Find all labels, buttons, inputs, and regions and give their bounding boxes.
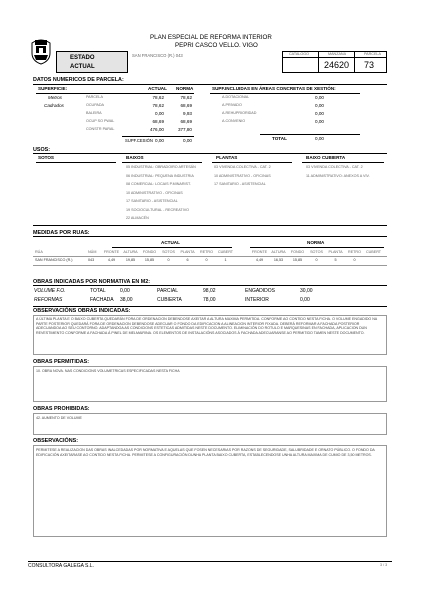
numeric-row-norma: 377,80 [177, 127, 192, 132]
medidas-section-title: MEDIDAS POR RUAS: [33, 230, 90, 236]
usos-baixos: BAIXOS [126, 155, 144, 160]
prohibidas-title: OBRAS PROHIBIDAS: [33, 406, 90, 412]
numeric-row-label: CONSTR PARAL [86, 127, 115, 131]
numeric-row-label: BALEIRA [86, 111, 102, 115]
state-label-1: ESTADO [70, 55, 95, 61]
medidas-actual-col: FONDO [142, 250, 157, 254]
group-cadrados: Cadrados [44, 103, 64, 108]
medidas-actual-value: 4,49 [107, 258, 116, 262]
volume-total-label: TOTAL [90, 288, 106, 294]
group-metros: Metros [48, 95, 63, 100]
xestion-row-label: A.CONVENIO [222, 119, 246, 123]
medidas-norma-col: FONDO [290, 250, 305, 254]
volume-parcial-label: PARCIAL [157, 288, 179, 294]
volume-parcial-value: 98,02 [203, 288, 216, 294]
volume-fo-label: VOLUME F.O. [34, 288, 66, 294]
col-num: NÚM [88, 250, 97, 254]
volume-engadidos-value: 30,00 [300, 288, 313, 294]
xestion-row-value: 0,00 [315, 95, 324, 100]
coat-of-arms-logo [30, 37, 52, 65]
manzana-value: 24620 [324, 60, 350, 70]
usos-cubierta-item: 03 VIVENDA COLECTIVA - CAT. 2 [306, 165, 363, 169]
numeric-row-norma: 78,62 [180, 95, 192, 100]
usos-baixos-item: 08 COMERCIAL: LOCAIS P.MINARIST. [126, 182, 191, 186]
cesion-norma: 0,00 [183, 138, 192, 143]
reformas-interior-value: 0,00 [300, 297, 310, 303]
usos-baixo-cubierta: BAIXO CUBIERTA [306, 155, 346, 160]
medidas-norma-col: CUBERT [365, 250, 382, 254]
obras-section-title: OBRAS INDICADAS POR NORMATIVA EN M2: [33, 279, 150, 285]
usos-plantas-item: 03 VIVENDA COLECTIVA - CAT. 2 [214, 165, 271, 169]
reformas-cubierta-label: CUBIERTA [157, 297, 182, 303]
volume-total-value: 0,00 [120, 288, 130, 294]
observ-box [33, 445, 387, 537]
numeric-row-label: PARCELA [86, 95, 103, 99]
usos-plantas: PLANTAS [216, 155, 238, 160]
reformas-label: REFORMAS [34, 297, 63, 303]
usos-plantas-item: 17 SANITARIO - ASISTENCIAL [214, 182, 266, 186]
permitidas-title: OBRAS PERMITIDAS: [33, 359, 90, 365]
medidas-norma-value: 4,49 [255, 258, 264, 262]
medidas-actual-value: 19,85 [125, 258, 136, 262]
numeric-row-norma: 68,69 [180, 103, 192, 108]
medidas-norma-value: 5 [334, 258, 337, 262]
medidas-actual-value: 0 [167, 258, 170, 262]
xestion-row-value: 0,00 [315, 119, 324, 124]
numeric-row-actual: 68,69 [152, 119, 164, 124]
medidas-actual-col: PLANTA [180, 250, 195, 254]
usos-baixos-item: 06 INDUSTRIAL: PEQUENA INDUSTRIA [126, 173, 194, 178]
usos-baixos-item: 22 ALMACÉN [126, 216, 149, 220]
usos-baixos-item: 19 SOCIOCULTURAL - RECREATIVO [126, 207, 190, 212]
medidas-actual-value: 6 [186, 258, 189, 262]
medidas-norma-value: 15,85 [292, 258, 303, 262]
medidas-norma-col: ALTURA [271, 250, 286, 254]
xestion-header: SUPF.INCLUIDAS EN ÁREAS CONCRETAS DE XESTIÓN: [212, 86, 336, 91]
col-manzana: MANZANA [328, 52, 347, 56]
medidas-actual-col: RETRO [200, 250, 213, 254]
usos-baixos-item: 05 INDUSTRIAL: OBRADOIRO ARTESÁN [126, 165, 196, 169]
xestion-row-label: A.REHUPRIORIDAD [222, 111, 257, 115]
footer-page: 3 / 3 [380, 563, 388, 567]
observ-obras-title: OBSERVACIÓNS OBRAS INDICADAS: [33, 308, 131, 314]
document-title-line1: PLAN ESPECIAL DE REFORMA INTERIOR [150, 34, 272, 41]
medidas-actual: ACTUAL [161, 240, 180, 245]
prohibidas-text: 42. AUMENTO DE VOLUME [36, 416, 82, 420]
col-actual: ACTUAL [148, 86, 167, 91]
medidas-actual-col: CUBERT [217, 250, 234, 254]
volume-engadidos-label: ENGADIDOS [245, 288, 276, 294]
medidas-norma-col: RETRO [348, 250, 361, 254]
numeric-row-actual: 476,00 [149, 127, 164, 132]
reformas-fachada-label: FACHADA [90, 297, 114, 303]
xestion-total-label: TOTAL [272, 136, 287, 141]
numeric-row-norma: 68,69 [180, 119, 192, 124]
numeric-row-actual: 0,00 [155, 111, 164, 116]
usos-section-title: USOS: [33, 147, 51, 153]
medidas-actual-value: 1 [224, 258, 227, 262]
medidas-norma: NORMA [307, 240, 325, 245]
usos-sotos: SOTOS [38, 155, 54, 160]
parcel-address: SAN FRANCISCO (R.) 043 [132, 53, 183, 58]
cesion-label: SUPF.CESIÓN [125, 138, 153, 143]
observ-title: OBSERVACIÓNS: [33, 438, 79, 444]
medidas-actual-value: 15,85 [144, 258, 155, 262]
cesion-actual: 0,00 [155, 138, 164, 143]
medidas-norma-value: 16,53 [273, 258, 284, 262]
col-parcela: PARCELA [364, 52, 381, 56]
numeric-row-actual: 78,62 [152, 95, 164, 100]
reformas-fachada-value: 38,00 [120, 297, 133, 303]
col-norma: NORMA [176, 86, 194, 91]
col-rua: RÚA [35, 250, 43, 254]
numeric-row-label: OCUPADA [86, 103, 104, 107]
parcela-value: 73 [364, 60, 375, 70]
permitidas-text: 10. OBRA NOVA. NAS CONDICIONS VOLUMETRICAS ESPECIFICADAS NESTA FICHA [36, 369, 180, 373]
medidas-norma-col: FRONTE [251, 250, 268, 254]
xestion-row-value: 0,00 [315, 111, 324, 116]
numeric-row-label: OCUP SO PWAL [86, 119, 115, 123]
xestion-row-label: A.PRIVADO [222, 103, 242, 107]
medidas-norma-col: PLANTA [328, 250, 343, 254]
usos-cubierta-item: 11 ADMINISTRATIVO: ANEXOS A VIV. [306, 173, 370, 178]
medidas-actual-col: ALTURA [123, 250, 138, 254]
medidas-norma-value: 0 [353, 258, 356, 262]
medidas-actual-value: 0 [205, 258, 208, 262]
xestion-row-label: A.DOTACIONAL [222, 95, 250, 99]
numeric-row-actual: 78,62 [152, 103, 164, 108]
medidas-norma-value: 0 [315, 258, 318, 262]
usos-baixos-item: 17 SANITARIO - ASISTENCIAL [126, 199, 178, 203]
xestion-total-value: 0,00 [315, 136, 324, 141]
reformas-cubierta-value: 78,00 [203, 297, 216, 303]
observ-text: PERMITESE A REALIZACION DAS OBRAS INALCEDADAS POR NORMATIVA E AQUELAS QUE FOSEN NECESARIAS POR RAZONS DE SEGURIDADE, SALUBRIDADE E ORNATO PÚBLICO. O FONDO DA EDIFICACIÓN AXEITARASE AO CONTIDO NESTA FICHA. PERMITESE A CONFIGURACIÓN DUNHA PLANTA BAIXO CUBERTA, ESTABLECENDOSE UNHA ALTURA MAXIMA DE CUMIO DE 3,50 METROS. [36, 448, 375, 457]
medidas-actual-col: SOTOS [162, 250, 175, 254]
observ-obras-text: A ÚLTIMA PLANTA E O BAIXO CUBERTA QUEDARÁN FORA DE ORDENACION DEBENDOSE AXEITAR A ALTURA MAXIMA PERMITIDA. CONFORME AO CONTIDO NESTA FICHA. O VOLUME ENGADIDO NA PARTE POSTERIOR QUEDARÁ FORA DE ORDENACION DEBENDOSE ADECUAR O FONDO DA EDIFICACION A ALINEACION INTERIOR FIXADA. DEBERÁ REFORMAR A FACHADA POSTERIOR ADECUANDOA AO SEU CONTORNO. ADAPTANDOA AS CONDICIONS ESTETICAS ADMITIDAS NESTE DOCUMENTO. ELIMINACIÓN DO ROTULO E MARQUESINAS EN FACHADA, APLICACION DUN REVESTIMENTO CONFORME A FACHADA Á PINEL DE MELMAIRINA. OS ELEMENTOS DE INSTALACIÓNS ASOCIADOS Á FACHADA ADECUARANSE AO PERMITIDO TAMEN NESTE DOCUMENTO. [36, 317, 378, 336]
medidas-actual-col: FRONTE [103, 250, 120, 254]
medidas-rua-value: SAN FRANCISCO (R.) [35, 258, 73, 262]
numeric-section-title: DATOS NUMERICOS DE PARCELA: [33, 77, 124, 83]
usos-baixos-item: 10 ADMINISTRATIVO - OFICINAS [126, 190, 183, 195]
usos-plantas-item: 10 ADMINISTRATIVO - OFICINAS [214, 173, 271, 178]
medidas-num-value: 043 [88, 258, 95, 262]
footer-company: CONSULTORA GALEGA S.L. [28, 563, 94, 569]
document-title-line2: PEPRI CASCO VELLO. VIGO [175, 42, 258, 49]
superficie-header: SUPERFICIE: [38, 86, 68, 91]
state-label-2: ACTUAL [70, 64, 95, 70]
xestion-row-value: 0,00 [315, 103, 324, 108]
medidas-norma-col: SOTOS [310, 250, 323, 254]
reformas-interior-label: INTERIOR [245, 297, 269, 303]
col-catalogo: CATALOGO [289, 52, 309, 56]
numeric-row-norma: 9,93 [183, 111, 192, 116]
